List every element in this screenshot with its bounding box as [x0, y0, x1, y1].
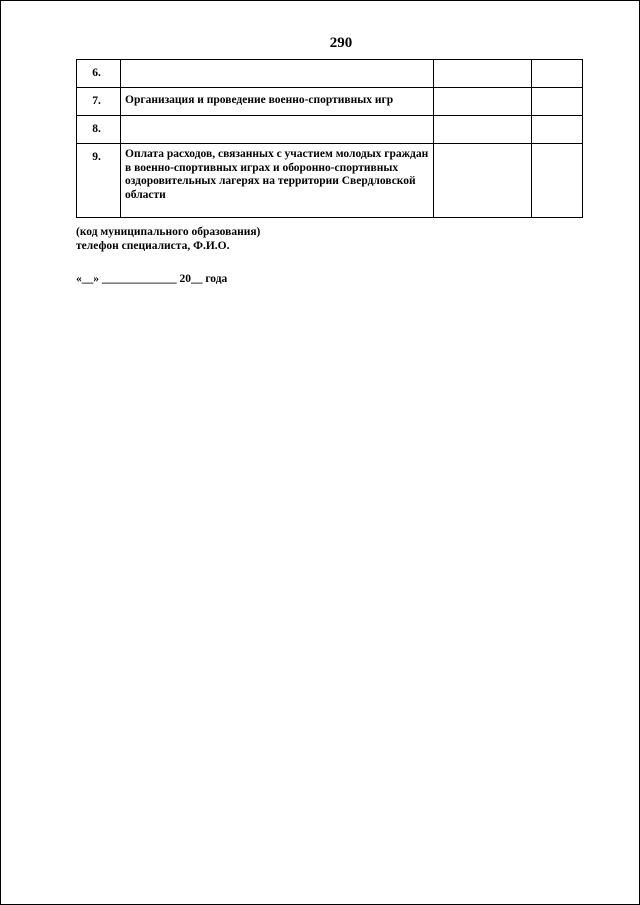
row-description: Оплата расходов, связанных с участием молодых граждан в военно-спортивных играх и оборонно-спортивных оздоровительных лагерях на территории Свердловской области: [121, 144, 434, 218]
empty-cell: [434, 88, 532, 116]
program-table: [76, 59, 583, 218]
municipality-code-label: (код муниципального образования): [76, 226, 261, 238]
table-row: [77, 116, 583, 144]
page-number: 290: [329, 35, 353, 51]
table-row: [77, 60, 583, 88]
table-row: [77, 88, 583, 116]
empty-cell: [434, 60, 532, 88]
empty-cell: [532, 116, 583, 144]
empty-cell: [532, 144, 583, 218]
table-row: [77, 144, 583, 218]
empty-cell: [434, 144, 532, 218]
row-description: [121, 116, 434, 144]
empty-cell: [532, 60, 583, 88]
empty-cell: [532, 88, 583, 116]
date-line: «__» _____________ 20__ года: [76, 273, 228, 285]
specialist-phone-label: телефон специалиста, Ф.И.О.: [76, 240, 230, 252]
row-description: Организация и проведение военно-спортивных игр: [121, 88, 434, 116]
row-number: 8.: [77, 116, 121, 144]
row-number: 6.: [77, 60, 121, 88]
row-number: 9.: [77, 144, 121, 218]
row-description: [121, 60, 434, 88]
row-number: 7.: [77, 88, 121, 116]
empty-cell: [434, 116, 532, 144]
